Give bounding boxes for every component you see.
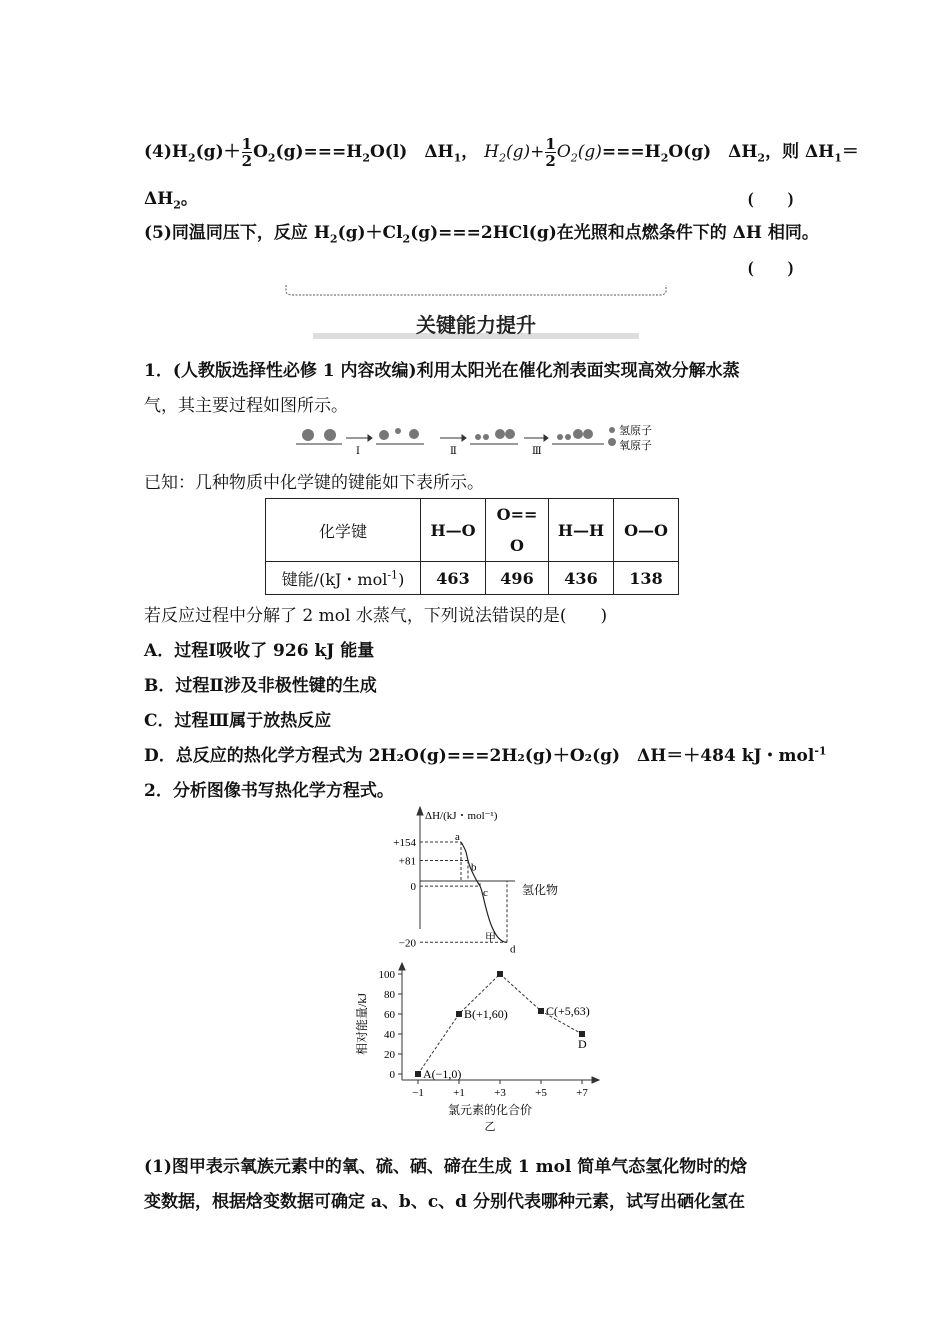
chart-yi-point-label: C(+5,63) (546, 1004, 590, 1018)
table-cell: 463 (421, 562, 486, 595)
chart-jia-xlabel: 氢化物 (522, 883, 559, 897)
eq2-italic: $H_2(g)+$ (484, 142, 545, 165)
table-cell: O==O (486, 499, 549, 562)
table-row-label: 键能/(kJ・mol$^{-1}$) (266, 562, 421, 595)
chart-jia-ytick: +154 (393, 837, 416, 849)
item5-line: (5)同温同压下，反应 $H_2(g)+Cl_2(g)===2HCl(g)$在光照和点燃条件下的 ΔH 相同。 (144, 223, 819, 246)
q2-sub1-line1: (1)图甲表示氧族元素中的氧、硫、硒、碲在生成 1 mol 简单气态氢化物时的焓 (144, 1157, 748, 1177)
answer-paren-4: ( ) (748, 189, 794, 208)
chart-yi (350, 962, 610, 1134)
process-label-2: Ⅱ (450, 446, 457, 457)
chart-yi-ytick: 20 (384, 1049, 395, 1061)
table-cell: O—O (614, 499, 679, 562)
chart-yi-point (415, 1071, 421, 1077)
chart-yi-ytick: 60 (384, 1009, 395, 1021)
option-b: B．过程Ⅱ涉及非极性键的生成 (144, 676, 377, 696)
option-c: C．过程Ⅲ属于放热反应 (144, 711, 332, 731)
chart-yi-point (456, 1011, 462, 1017)
chart-yi-xtick: +7 (576, 1087, 588, 1099)
option-a: A．过程Ⅰ吸收了 926 kJ 能量 (144, 641, 375, 661)
chart-yi-point-label: A(−1,0) (423, 1067, 462, 1081)
chart-yi-ylabel: 相对能量/kJ (355, 992, 369, 1056)
table-row (266, 562, 679, 595)
q1-question: 若反应过程中分解了 2 mol 水蒸气，下列说法错误的是( ) (144, 606, 608, 626)
bond-energy-table (265, 498, 679, 595)
chart-jia-ytick: −20 (398, 937, 416, 950)
chart-yi-title: 乙 (484, 1121, 496, 1133)
q1-stem-line2: 气，其主要过程如图所示。 (144, 396, 348, 416)
chart-jia-ytick: +81 (398, 855, 416, 868)
chart-jia-point-label: b (471, 861, 477, 874)
chart-jia (375, 803, 605, 956)
process-diagram (294, 420, 664, 458)
fraction-half: $\frac{1}{2}$ (241, 135, 253, 170)
chart-yi-xtick: +5 (535, 1087, 547, 1099)
fraction-half-2: $\frac{1}{2}$ (545, 135, 556, 170)
section-title: 关键能力提升 (416, 315, 536, 337)
table-cell: H—O (421, 499, 486, 562)
chart-yi-xtick: +1 (453, 1087, 465, 1099)
table-cell: H—H (549, 499, 614, 562)
q1-known: 已知：几种物质中化学键的键能如下表所示。 (144, 473, 484, 493)
q2-stem: 2．分析图像书写热化学方程式。 (144, 781, 394, 801)
table-cell: 496 (486, 562, 549, 595)
item4-line1: $(4)H_2(g)+$ $\frac{1}{2}$ $O_2(g)===H_2O(l)$ $\Delta H_1$， $H_2(g)+$ $\frac{1}{2}$ $O_2(g)===H_2O(g)$ $\Delta H_2$，则 $\Delta H_1=$ (144, 135, 859, 170)
chart-yi-xtick: +3 (494, 1087, 506, 1099)
chart-yi-ytick: 40 (384, 1029, 395, 1041)
chart-yi-xtick: −1 (412, 1087, 424, 1099)
option-d: D．总反应的热化学方程式为 2H₂O(g)===2H₂(g)＋O₂(g) ΔH＝＋484 kJ・mol$^{-1}$ (144, 744, 827, 766)
chart-jia-title: 甲 (485, 932, 496, 944)
chart-yi-point (538, 1008, 544, 1014)
chart-jia-point-label: a (455, 831, 460, 843)
process-label-1: Ⅰ (356, 446, 360, 457)
chart-jia-point-label: d (510, 943, 516, 956)
chart-yi-series-line (418, 974, 582, 1074)
table-cell: 436 (549, 562, 614, 595)
chart-yi-ytick: 100 (378, 969, 395, 981)
chart-jia-axes (417, 807, 515, 929)
legend-hydrogen: 氢原子 (619, 425, 652, 437)
table-header-label: 化学键 (266, 499, 421, 562)
chart-yi-ytick: 0 (389, 1069, 395, 1081)
legend-oxygen: 氧原子 (619, 440, 652, 452)
chart-yi-point (497, 971, 503, 977)
chart-yi-axes (399, 963, 599, 1083)
chart-jia-point-label: c (483, 887, 488, 900)
chart-jia-ytick: 0 (410, 881, 416, 894)
q1-stem-line1: 1．(人教版选择性必修 1 内容改编)利用太阳光在催化剂表面实现高效分解水蒸 (144, 361, 740, 381)
section-title-banner (283, 283, 669, 337)
q2-sub1-line2: 变数据，根据焓变数据可确定 a、b、c、d 分别代表哪种元素，试写出硒化氢在 (144, 1192, 745, 1212)
chart-yi-ytick: 80 (384, 989, 395, 1001)
answer-paren-5: ( ) (748, 258, 794, 277)
table-cell: 138 (614, 562, 679, 595)
process-label-3: Ⅲ (532, 446, 542, 457)
table-row (266, 499, 679, 562)
chart-yi-xlabel: 氯元素的化合价 (447, 1103, 533, 1117)
chart-jia-ylabel: ΔH/(kJ・mol⁻¹) (425, 810, 498, 822)
item4-line2: $\Delta H_2$。 (144, 189, 198, 212)
chart-yi-point-label: B(+1,60) (464, 1007, 508, 1021)
chart-yi-point-label: D (578, 1037, 587, 1051)
